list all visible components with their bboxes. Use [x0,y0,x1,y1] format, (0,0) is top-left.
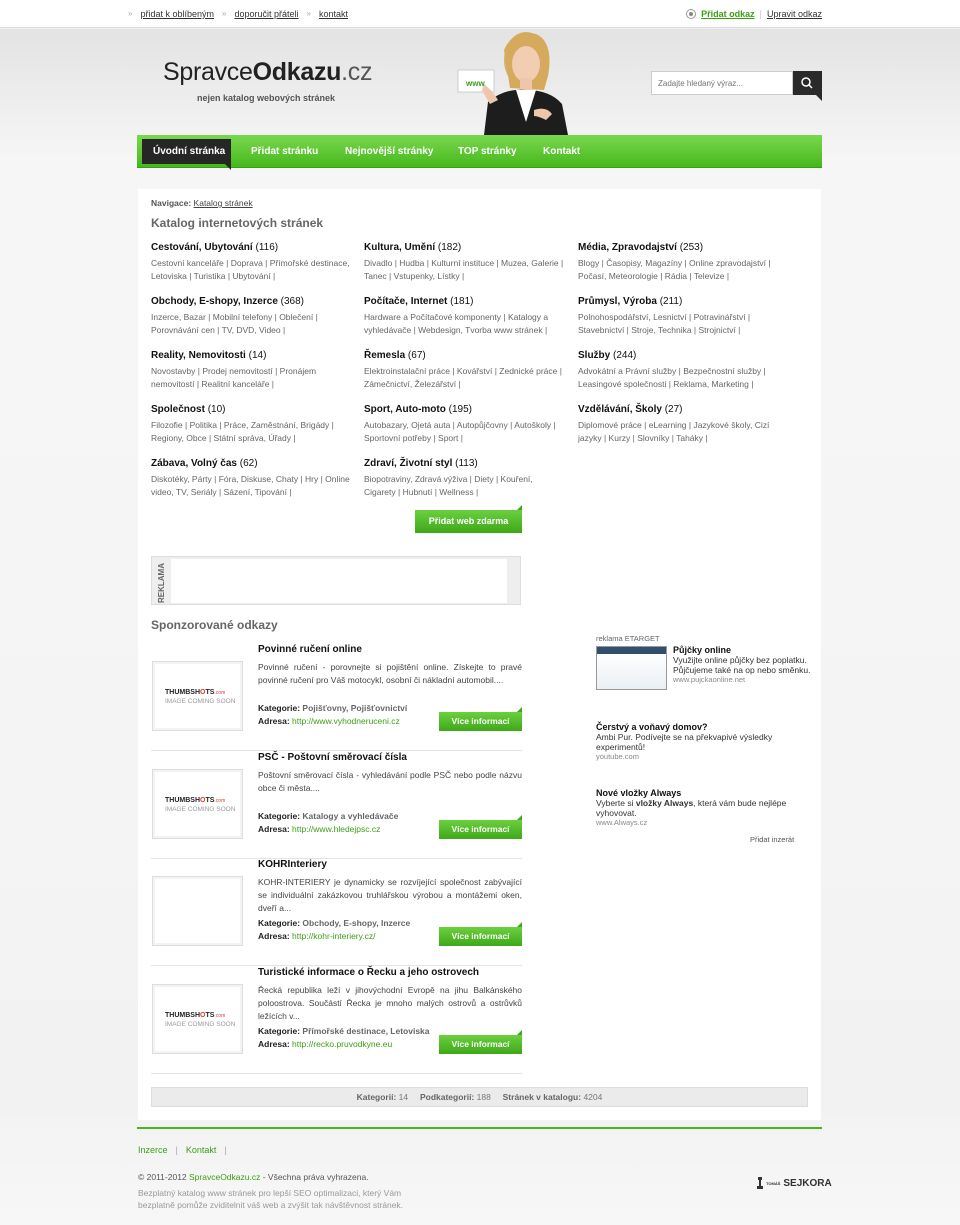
thumb-brand-a: THUMBSH [165,689,200,696]
category-name: Řemesla [364,350,406,361]
nav-newest-pages[interactable]: Nejnovější stránky [345,146,434,157]
ad-title: Čerstvý a voňavý domov? [596,722,708,732]
recommend-friend-link[interactable]: doporučit přáteli [234,9,299,19]
category-block [151,404,351,445]
chess-piece-icon [757,1177,763,1189]
ad-text: Využijte online půjčky bez poplatku. Půjčujeme také na op nebo směnku. [673,655,811,675]
footer-divider [137,1127,822,1129]
category-name: Kultura, Umění [364,242,436,253]
thumb-brand-domain: .com [214,1013,226,1019]
address-label: Adresa: [258,931,290,941]
copyright-pre: © 2011-2012 [138,1172,190,1182]
tagline: nejen katalog webových stránek [197,93,336,103]
category-label: Kategorie: [258,703,301,713]
main-content [138,189,821,1120]
address-url[interactable]: http://www.vyhodneruceni.cz [292,716,400,726]
category-block [151,350,351,391]
category-block [578,296,778,337]
site-thumbnail[interactable] [152,769,243,839]
more-info-button[interactable]: Více informací [439,1035,522,1054]
category-value[interactable]: Přímořské destinace, Letoviska [302,1026,430,1036]
divider: | [224,1145,227,1155]
thumb-brand-o: O [200,689,206,696]
stats-pages-label: Stránek v katalogu: [502,1092,582,1102]
subcategory-links[interactable]: Hardware a Počítačové komponenty | Katalogy a vyhledávače | Webdesign, Tvorba www stránek | [364,312,549,335]
arrow-icon: » [128,9,133,18]
category-block [364,350,564,391]
sponsored-category [258,918,410,928]
ad-item[interactable] [596,788,796,827]
subcategory-links[interactable]: Autobazary, Ojetá auta | Autopůjčovny | Autoškoly | Sportovní potřeby | Sport | [364,420,556,443]
address-label: Adresa: [258,716,290,726]
thumb-brand-o: O [200,1012,206,1019]
stats-subcategories-label: Podkategorií: [419,1092,475,1102]
ad-item[interactable] [673,645,813,684]
category-count: (368) [280,296,305,307]
category-block [364,404,564,445]
sponsored-item [151,644,522,751]
category-name: Služby [578,350,611,361]
edit-link-button[interactable]: Upravit odkaz [766,9,822,19]
more-info-button[interactable]: Více informací [439,712,522,731]
nav-add-page[interactable]: Přidat stránku [251,146,319,157]
main-nav [137,135,822,168]
ad-network-label: reklama ETARGET [596,634,660,643]
add-link-icon [686,9,696,19]
ad-banner-area[interactable] [171,559,507,603]
breadcrumb [151,198,253,208]
category-value[interactable]: Obchody, E-shopy, Inzerce [302,918,411,928]
address-label: Adresa: [258,1039,290,1049]
thumb-brand [165,689,225,696]
footer-link-advertising[interactable]: Inzerce [138,1145,168,1155]
thumb-placeholder-text: IMAGE COMING SOON [165,698,236,705]
sponsored-address [258,931,375,941]
sponsored-title: Sponzorované odkazy [151,618,278,632]
author-small: TOMÁŠ [766,1180,781,1186]
ad-url: www.Always.cz [596,818,648,827]
category-count: (62) [239,458,258,469]
copyright-site-link[interactable]: SpravceOdkazu.cz [189,1172,261,1182]
category-block [151,296,351,337]
sponsored-address [258,824,380,834]
subcategory-links[interactable]: Filozofie | Politika | Práce, Zaměstnání, Brigády | Regiony, Obce | Státní správa, Úřady | [151,420,334,443]
category-value[interactable]: Katalogy a vyhledávače [302,811,399,821]
footer-description: Bezplatný katalog www stránek pro lepší SEO optimalizaci, který Vám bezplatně pomůže zviditelnit váš web a zvýšit tak návštěvnost stránek. [138,1188,404,1210]
catalog-title: Katalog internetových stránek [151,216,324,230]
subcategory-links[interactable]: Biopotraviny, Zdravá výživa | Diety | Kouření, Cigarety | Hubnutí | Wellness | [364,474,533,497]
category-title[interactable] [578,242,778,253]
ad-title: Půjčky online [673,645,732,655]
sponsored-title[interactable]: KOHRInteriery [258,859,327,870]
sponsored-title[interactable]: Povinné ručení online [258,644,362,655]
site-logo[interactable] [163,58,372,87]
category-block [151,458,351,499]
sponsored-item [151,967,522,1074]
thumb-brand-b: TS [205,1012,215,1019]
address-url[interactable]: http://www.hledejpsc.cz [292,824,381,834]
ad-text [596,798,796,818]
ad-text-post: , která vám bude nejlépe vyhovovat. [596,798,787,818]
thumb-brand-b: TS [205,689,215,696]
category-title[interactable] [151,350,351,361]
category-count: (67) [407,350,426,361]
more-info-button[interactable]: Více informací [439,927,522,946]
subcategory-links[interactable]: Blogy | Časopisy, Magazíny | Online zpravodajství | Počasí, Meteorologie | Rádia | Televize | [578,258,771,281]
category-title[interactable] [151,404,351,415]
sponsored-category [258,703,407,713]
category-title[interactable] [151,458,351,469]
category-block [151,242,351,283]
category-title[interactable] [151,296,351,307]
category-value[interactable]: Pojišťovny, Pojišťovnictví [302,703,408,713]
hero-badge: www [466,79,485,88]
sponsored-item [151,859,522,966]
thumb-placeholder-text: IMAGE COMING SOON [165,806,236,813]
subcategory-links[interactable]: Divadlo | Hudba | Kulturní instituce | Muzea, Galerie | Tanec | Vstupenky, Lístky | [364,258,564,281]
thumb-brand-a: THUMBSH [165,1012,200,1019]
category-label: Kategorie: [258,811,301,821]
nav-home[interactable]: Úvodní stránka [142,139,231,164]
category-title[interactable] [364,350,564,361]
arrow-icon: » [306,9,311,18]
category-title[interactable] [364,404,564,415]
sponsored-title[interactable]: Turistické informace o Řecku a jeho ostrovech [258,967,479,978]
thumb-brand [165,1012,225,1019]
category-count: (181) [450,296,474,307]
site-thumbnail[interactable] [152,984,243,1054]
sponsored-item [151,752,522,859]
category-count: (27) [664,404,683,415]
subcategory-links[interactable]: Cestovní kanceláře | Doprava | Přímořské destinace, Letoviska | Turistika | Ubytování | [151,258,350,281]
category-label: Kategorie: [258,918,301,928]
category-title[interactable] [364,242,564,253]
ad-url: www.pujckaonline.net [673,675,746,684]
add-ad-link[interactable]: Přidat inzerát [750,835,795,844]
category-label: Kategorie: [258,1026,301,1036]
ad-title: Nové vložky Always [596,788,682,798]
contact-link[interactable]: kontakt [318,9,348,19]
category-name: Cestování, Ubytování [151,242,253,253]
category-count: (113) [455,458,478,469]
category-name: Počítače, Internet [364,296,448,307]
stats-categories: 14 [398,1092,409,1102]
category-name: Vzdělávání, Školy [578,404,662,415]
category-title[interactable] [578,350,778,361]
site-thumbnail[interactable] [152,876,243,946]
category-count: (253) [679,242,704,253]
category-name: Zdraví, Životní styl [364,458,453,469]
category-block [578,404,778,445]
ad-text-bold: vložky Always [635,798,694,808]
search-button[interactable] [793,71,822,95]
arrow-icon: » [222,9,227,18]
category-name: Průmysl, Výroba [578,296,657,307]
subcategory-links[interactable]: Advokátní a Právní služby | Bezpečnostní služby | Leasingové společnosti | Reklama, Marketing | [578,366,766,389]
category-count: (182) [437,242,462,253]
logo-part2: Odkazu [252,58,342,86]
sponsored-title[interactable]: PSČ - Poštovní směrovací čísla [258,752,407,763]
thumb-brand-domain: .com [214,798,226,804]
author-name: SEJKORA [783,1177,832,1189]
ad-banner [151,556,521,605]
category-name: Společnost [151,404,205,415]
ad-label: REKLAMA [157,563,166,603]
thumb-placeholder-text: IMAGE COMING SOON [165,1021,236,1028]
category-title[interactable] [578,404,778,415]
category-title[interactable] [578,296,778,307]
thumb-brand [165,797,225,804]
catalog-stats [151,1087,808,1107]
category-name: Média, Zpravodajství [578,242,677,253]
search-input[interactable] [651,71,793,95]
top-right-links [686,9,822,19]
category-name: Sport, Auto-moto [364,404,446,415]
subcategory-links[interactable]: Elektroinstalační práce | Kovářství | Zednické práce | Zámečnictví, Železářství | [364,366,562,389]
breadcrumb-label: Navigace: [151,198,192,208]
category-name: Obchody, E-shopy, Inzerce [151,296,278,307]
subcategory-links[interactable]: Inzerce, Bazar | Mobilní telefony | Oblečení | Porovnávání cen | TV, DVD, Video | [151,312,318,335]
copyright [138,1172,369,1182]
subcategory-links[interactable]: Diplomové práce | eLearning | Jazykové školy, Cizí jazyky | Kurzy | Slovníky | Taháky | [578,420,770,443]
category-block [578,242,778,283]
add-favorite-link[interactable]: přidat k oblíbeným [140,9,214,19]
thumb-brand-a: THUMBSH [165,797,200,804]
stats-categories-label: Kategorií: [356,1092,397,1102]
category-title[interactable] [364,296,564,307]
footer-links [138,1145,227,1155]
sponsored-category [258,811,398,821]
category-block [364,242,564,283]
nav-top-pages[interactable]: TOP stránky [458,146,517,157]
sponsored-description: Řecká republika leží v jihovýchodní Evropě na jihu Balkánského poloostrova. Součástí Řecka je mnoho malých ostrovů a ostrůvků ležících v... [258,985,522,1021]
address-url[interactable]: http://recko.pruvodkyne.eu [292,1039,393,1049]
ad-url: youtube.com [596,752,639,761]
subcategory-links[interactable]: Diskotéky, Párty | Fóra, Diskuse, Chaty | Hry | Online video, TV, Seriály | Sázení, Tipování | [151,474,350,497]
author-logo[interactable] [757,1177,832,1189]
category-count: (14) [248,350,267,361]
category-count: (244) [613,350,637,361]
sponsored-description: Poštovní směrovací čísla - vyhledávání podle PSČ nebo podle názvu obce či města.... [258,770,522,793]
ad-thumbnail[interactable] [596,646,667,690]
divider: | [175,1145,178,1155]
sponsored-description: Povinné ručení - porovnejte si pojištění online. Získejte to pravé povinné ručení pro Váš motocykl, osobní či nákladní automobil.... [258,662,522,685]
address-label: Adresa: [258,824,290,834]
add-link-button[interactable]: Přidat odkaz [701,9,755,19]
footer-link-contact[interactable]: Kontakt [185,1145,217,1155]
category-block [578,350,778,391]
sponsored-address [258,716,400,726]
ad-text-pre: Vyberte si [596,798,636,808]
thumb-brand-b: TS [205,797,215,804]
search-box [651,71,822,101]
sponsored-description: KOHR-INTERIERY je dynamicky se rozvíjející společnost zabývající se individuální zakázkovou truhlářskou výrobou a montážemi oken, dveří a... [258,877,522,913]
logo-part1: Spravce [163,58,253,86]
logo-part3: .cz [341,58,373,86]
subcategory-links[interactable]: Polnohospodářství, Lesnictví | Potravinářství | Stavebnictví | Stroje, Technika | Strojnictví | [578,312,751,335]
top-links [128,9,348,19]
thumb-brand-domain: .com [214,690,226,696]
ad-item[interactable] [596,722,796,761]
category-block [364,458,564,499]
stats-subcategories: 188 [476,1092,491,1102]
category-count: (195) [448,404,472,415]
subcategory-links[interactable]: Novostavby | Prodej nemovitostí | Pronájem nemovitostí | Realitní kanceláře | [151,366,317,389]
nav-contact[interactable]: Kontakt [543,146,581,157]
stats-pages: 4204 [583,1092,603,1102]
copyright-post: - Všechna práva vyhrazena. [260,1172,369,1182]
more-info-button[interactable]: Více informací [439,820,522,839]
thumb-brand-o: O [200,797,206,804]
category-count: (10) [207,404,226,415]
category-count: (211) [659,296,683,307]
add-web-free-button[interactable]: Přidat web zdarma [415,510,522,533]
category-title[interactable] [151,242,351,253]
category-name: Reality, Nemovitosti [151,350,246,361]
top-bar [0,0,960,28]
category-title[interactable] [364,458,564,469]
address-url[interactable]: http://kohr-interiery.cz/ [292,931,376,941]
search-icon [793,71,822,95]
sponsored-category [258,1026,430,1036]
breadcrumb-link[interactable]: Katalog stránek [193,198,253,208]
sponsored-address [258,1039,392,1049]
category-block [364,296,564,337]
category-name: Zábava, Volný čas [151,458,237,469]
ad-text: Ambi Pur. Podívejte se na překvapivé výsledky experimentů! [596,732,773,752]
divider: | [759,9,762,19]
category-count: (116) [255,242,279,253]
site-thumbnail[interactable] [152,661,243,731]
